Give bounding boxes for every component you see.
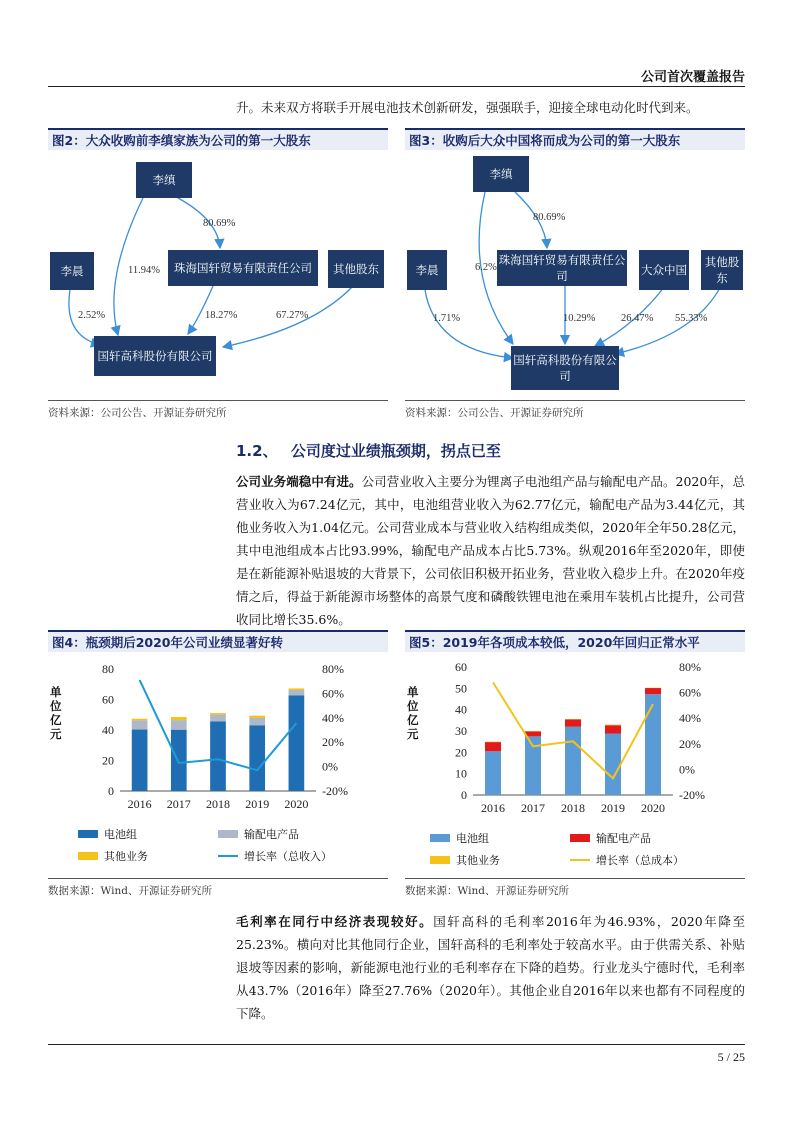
fig5-source: 数据来源：Wind、开源证券研究所 (405, 878, 745, 898)
y-tick-label: 60 (455, 660, 467, 674)
y2-tick-label: 60% (679, 685, 701, 700)
fig5-chart (405, 655, 745, 815)
paragraph-gross-margin (236, 910, 745, 1025)
y2-tick-label: 20% (322, 735, 344, 750)
bar-segment (485, 751, 501, 795)
y-tick-label: 50 (455, 681, 467, 696)
fig5-legend-battery (430, 830, 489, 846)
pct-zhuhai-gotion: 18.27% (205, 310, 238, 321)
fig2-title: 图2：大众收购前李缜家族为公司的第一大股东 (48, 128, 388, 150)
fig5-ylabel: 单位亿元 (407, 685, 419, 741)
legend-swatch (78, 852, 98, 860)
fig2-diagram (48, 150, 388, 400)
fig5-title: 图5：2019年各项成本较低，2020年回归正常水平 (405, 630, 745, 652)
fig4-legend-battery (78, 826, 137, 842)
pct-lichen-gotion: 1.71% (433, 313, 461, 324)
fig2-source: 资料来源：公司公告、开源证券研究所 (48, 400, 388, 420)
fig4-ylabel: 单位亿元 (50, 685, 62, 741)
x-tick-label: 2019 (245, 797, 270, 811)
x-tick-label: 2016 (127, 797, 152, 811)
legend-line (218, 855, 238, 857)
pct-others-gotion: 55.33% (675, 313, 708, 324)
header-rule (48, 86, 745, 87)
node-li-zhen: 李缜 (473, 156, 529, 192)
pct-others-gotion: 67.27% (276, 310, 309, 321)
x-tick-label: 2018 (561, 801, 585, 815)
bar-segment (289, 695, 305, 791)
y-tick-label: 80 (102, 662, 114, 676)
pct-vw-gotion: 26.47% (621, 313, 654, 324)
fig5-legend-other (430, 852, 500, 868)
y2-tick-label: 20% (679, 736, 701, 751)
section-number: 1.2、 (236, 442, 278, 460)
fig4-source: 数据来源：Wind、开源证券研究所 (48, 878, 388, 898)
y2-tick-label: 40% (322, 710, 344, 725)
bar-segment (289, 688, 305, 690)
y2-tick-label: -20% (322, 784, 348, 798)
y2-tick-label: -20% (679, 788, 705, 802)
paragraph-revenue (236, 470, 745, 631)
node-gotion: 国轩高科股份有限公司 (94, 336, 216, 376)
bar-segment (171, 730, 187, 791)
bar-segment (132, 730, 148, 791)
bar-segment (605, 725, 621, 726)
x-tick-label: 2016 (481, 801, 505, 815)
y-tick-label: 60 (102, 692, 114, 707)
legend-label: 增长率（总成本） (596, 854, 684, 867)
paragraph-gross-margin-lead: 毛利率在同行中经济表现较好。 (236, 914, 434, 929)
node-vw-china: 大众中国 (639, 250, 689, 290)
node-other-shareholders: 其他股东 (328, 250, 384, 288)
y2-tick-label: 80% (679, 660, 701, 674)
fig3-source: 资料来源：公司公告、开源证券研究所 (405, 400, 745, 420)
x-tick-label: 2017 (166, 797, 191, 811)
fig5-legend-growth (570, 852, 684, 868)
bar-segment (249, 725, 265, 791)
paragraph-revenue-lead: 公司业务端稳中有进。 (236, 474, 362, 489)
fig3-title: 图3：收购后大众中国将而成为公司的第一大股东 (405, 128, 745, 150)
node-gotion: 国轩高科股份有限公司 (511, 346, 619, 390)
y2-tick-label: 0% (679, 762, 695, 777)
node-zhuhai: 珠海国轩贸易有限责任公司 (497, 250, 627, 286)
bar-segment (210, 721, 226, 791)
pct-lizhen-gotion: 11.94% (128, 265, 160, 276)
x-tick-label: 2020 (641, 801, 665, 815)
paragraph-revenue-body: 公司营业收入主要分为锂离子电池组产品与输配电产品。2020年，总营业收入为67.24亿元，其中，电池组营业收入为62.77亿元，输配电产品为3.44亿元，其他业务收入为1.04亿元。公司营业成本与营业收入结构组成类似，2020年全年50.28亿元，其中电池组成本占比93.99%，输配电产品成本占比5.73%。纵观2016年至2020年，即使是在新能源补贴退坡的大背景下，公司依旧积极开拓业务，营业收入稳步上升。在2020年疫情之后，得益于新能源市场整体的高景气度和磷酸铁锂电池在乘用车装机占比提升，公司营收同比增长35.6%。 (236, 474, 745, 627)
legend-label: 其他业务 (456, 854, 500, 867)
y-tick-label: 40 (455, 702, 467, 717)
legend-swatch (430, 856, 450, 864)
bar-segment (132, 719, 148, 721)
pct-zhuhai-gotion: 10.29% (563, 313, 596, 324)
bar-segment (210, 713, 226, 715)
node-li-chen: 李晨 (407, 250, 447, 290)
y2-tick-label: 80% (322, 662, 344, 676)
bar-segment (171, 717, 187, 720)
bar-segment (249, 718, 265, 725)
y-tick-label: 40 (102, 723, 114, 737)
legend-label: 其他业务 (104, 850, 148, 863)
x-tick-label: 2018 (206, 797, 230, 811)
y-tick-label: 20 (455, 745, 467, 760)
node-li-zhen: 李缜 (136, 162, 192, 198)
legend-swatch (570, 834, 590, 842)
paragraph-gross-margin-body: 国轩高科的毛利率2016年为46.93%，2020年降至25.23%。横向对比其他同行企业，国轩高科的毛利率处于较高水平。由于供需关系、补贴退坡等因素的影响，新能源电池行业的毛利率存在下降的趋势。行业龙头宁德时代，毛利率从43.7%（2016年）降至27.76%（2020年）。其他企业自2016年以来也都有不同程度的下降。 (236, 914, 745, 1021)
pct-lizhen-zhuhai: 80.69% (203, 218, 236, 229)
y-tick-label: 0 (108, 784, 114, 798)
bar-segment (289, 690, 305, 695)
bar-segment (565, 727, 581, 795)
fig4-chart-svg (48, 655, 388, 815)
fig5-legend-transmission (570, 830, 651, 846)
legend-label: 电池组 (456, 832, 489, 845)
footer-rule (48, 1044, 745, 1045)
x-tick-label: 2020 (284, 797, 309, 811)
bar-segment (485, 742, 501, 751)
fig4-legend-other (78, 848, 148, 864)
legend-label: 输配电产品 (244, 828, 299, 841)
bar-segment (249, 716, 265, 718)
intro-paragraph: 升。未来双方将联手开展电池技术创新研发，强强联手，迎接全球电动化时代到来。 (236, 100, 699, 115)
bar-segment (210, 715, 226, 722)
fig4-legend-growth (218, 848, 332, 864)
legend-label: 输配电产品 (596, 832, 651, 845)
legend-swatch (78, 830, 98, 838)
pct-lizhen-zhuhai: 80.69% (533, 212, 566, 223)
bar-segment (605, 734, 621, 795)
section-heading (236, 440, 501, 461)
pct-lichen-gotion: 2.52% (78, 310, 106, 321)
y2-tick-label: 0% (322, 759, 338, 774)
node-li-chen: 李晨 (50, 252, 94, 290)
bar-segment (645, 694, 661, 795)
page-number: 5 / 25 (717, 1050, 745, 1064)
fig4-legend-transmission (218, 826, 299, 842)
legend-label: 电池组 (104, 828, 137, 841)
y-tick-label: 30 (455, 724, 467, 738)
legend-swatch (430, 834, 450, 842)
fig3-diagram (405, 150, 745, 400)
section-title: 公司度过业绩瓶颈期，拐点已至 (290, 442, 501, 460)
bar-segment (132, 720, 148, 729)
node-other-shareholders: 其他股东 (701, 250, 743, 290)
x-tick-label: 2017 (521, 801, 545, 815)
x-tick-label: 2019 (601, 801, 625, 815)
bar-segment (171, 720, 187, 730)
legend-line (570, 859, 590, 861)
bar-segment (565, 719, 581, 726)
y2-tick-label: 60% (322, 686, 344, 701)
node-zhuhai: 珠海国轩贸易有限责任公司 (168, 250, 318, 286)
legend-swatch (218, 830, 238, 838)
fig4-chart (48, 655, 388, 815)
y-tick-label: 20 (102, 753, 114, 768)
pct-lizhen-gotion: 6.2% (475, 262, 497, 273)
bar-segment (645, 688, 661, 694)
fig4-title: 图4：瓶颈期后2020年公司业绩显著好转 (48, 630, 388, 652)
y-tick-label: 10 (455, 766, 467, 781)
fig5-chart-svg (405, 655, 745, 815)
y-tick-label: 0 (461, 788, 467, 802)
bar-segment (605, 725, 621, 733)
report-type-label: 公司首次覆盖报告 (640, 70, 745, 85)
y2-tick-label: 40% (679, 711, 701, 726)
legend-label: 增长率（总收入） (244, 850, 332, 863)
